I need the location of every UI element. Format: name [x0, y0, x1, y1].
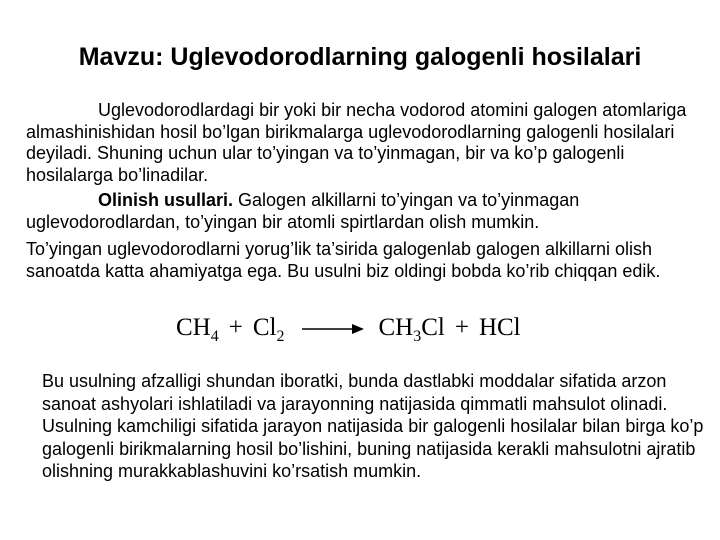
methods-paragraph [26, 190, 706, 233]
methods-heading: Olinish usullari. [98, 190, 234, 210]
product-chloromethane: $CH_3Cl$ [378, 314, 445, 345]
intro-text: Uglevodorodlardagi bir yoki bir necha vodorod atomini galogen atomlariga almashinishidan hosil bo’lgan birikmalarga uglevodorodlarning galogenli hosilalari deyiladi. Shuning uchun ular to’yingan va to’yinmagan, bir va ko’p galogenli hosilalarga bo’linadilar. [26, 100, 687, 185]
intro-paragraph [26, 100, 706, 186]
plus-sign: + [228, 314, 243, 341]
reactant-chlorine: $Cl_2$ [252, 314, 285, 345]
reaction-arrow-icon [302, 322, 364, 336]
reactant-methane: $CH_4$ [176, 314, 219, 345]
methods-text: Galogen alkillarni to’yingan va to’yinmagan uglevodorodlardan, to’yingan bir atomli spirtlardan olish mumkin. [26, 190, 580, 232]
product-hcl: HCl [478, 314, 521, 341]
plus-sign: + [454, 314, 469, 341]
halogenation-paragraph: To’yingan uglevodorodlarni yorug’lik ta’sirida galogenlab galogen alkillarni olish sanoatda katta ahamiyatga ega. Bu usulni biz oldingi bobda ko’rib chiqqan edik. [26, 239, 661, 281]
conclusion-paragraph: Bu usulning afzalligi shundan iboratki, bunda dastlabki moddalar sifatida arzon sanoat ashyolari ishlatiladi va jarayonning natijasida qimmatli mahsulot olinadi. Usulning kamchiligi sifatida jarayon natijasida bir galogenli hosilalar bilan birga ko’p galogenli birikmalarning hosil bo’lishini, buning natijasida kerakli mahsulotni ajratib olishning murakkablashuvini ko’rsatish mumkin. [42, 371, 704, 482]
reaction-equation [176, 314, 521, 354]
page-title: Mavzu: Uglevodorodlarning galogenli hosilalari [78, 43, 642, 71]
